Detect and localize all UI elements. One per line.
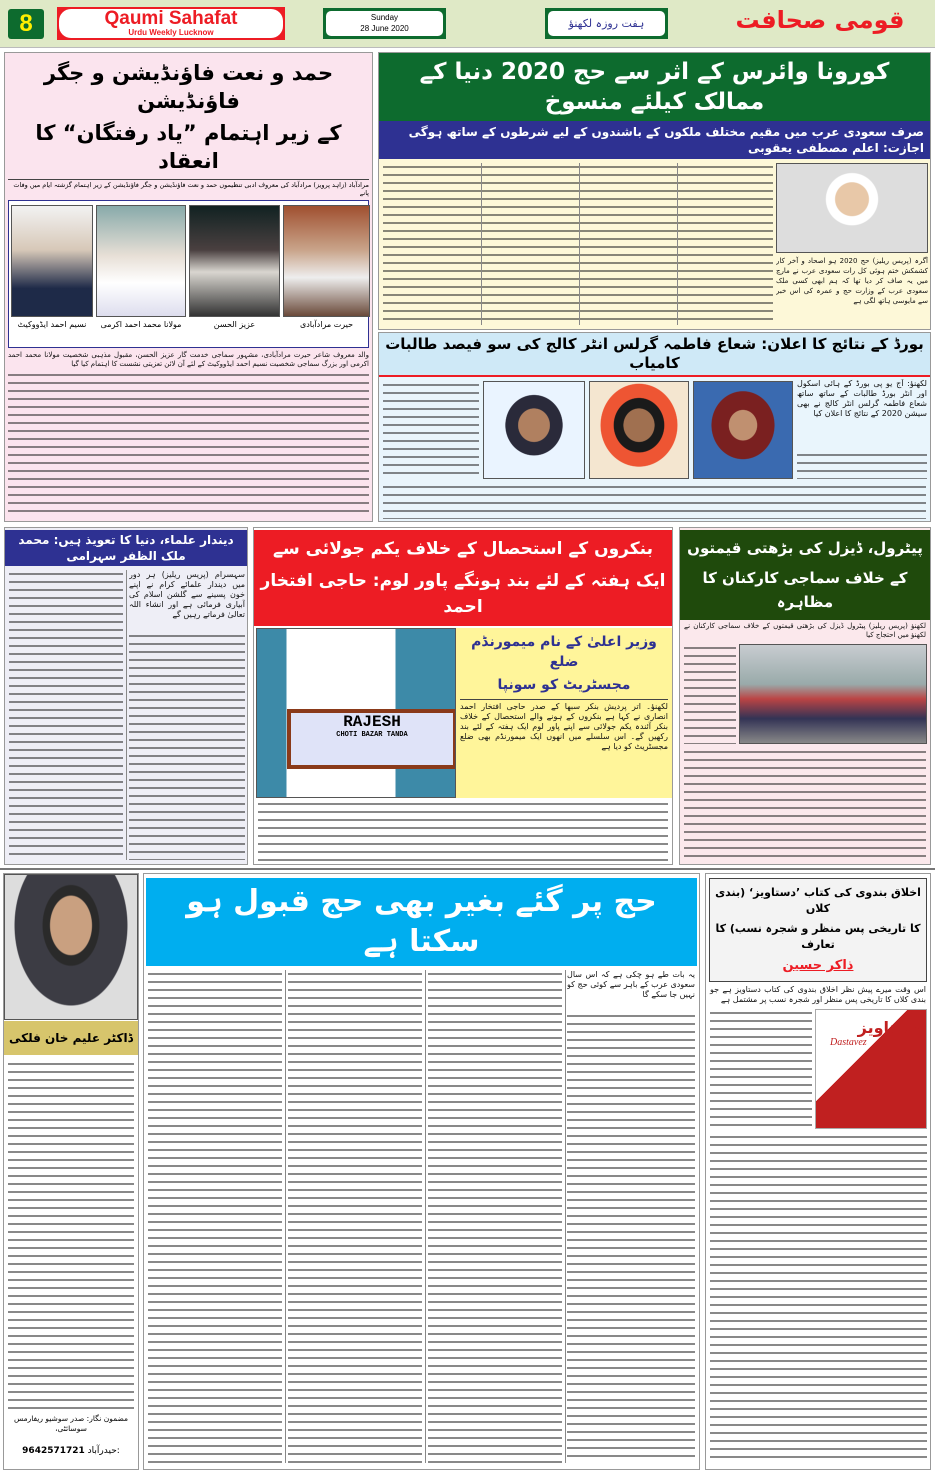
- author-column: [3, 873, 139, 1470]
- headline-line-2: ایک ہفتہ کے لئے بند ہونگے پاور لوم: حاجی افتخار احمد: [260, 571, 666, 617]
- masthead-urdu: قومی صحافت: [735, 6, 905, 34]
- headline: کورونا وائرس کے اثر سے حج 2020 دنیا کے ممالک کیلئے منسوخ: [379, 53, 930, 121]
- subheadline: صرف سعودی عرب میں مقیم مختلف ملکوں کے باشندوں کے لیے شرطوں کے ساتھ ہوگی اجازت: اعلم مصطفی یعقوبی: [379, 121, 930, 159]
- headline: بورڈ کے نتائج کا اعلان: شعاع فاطمہ گرلس انٹر کالج کی سو فیصد طالبات کامیاب: [379, 333, 930, 377]
- page-number: 8: [8, 9, 44, 39]
- headline-line-1: بنکروں کے استحصال کے خلاف یکم جولائی سے: [273, 539, 653, 559]
- headline: حج پر گئے بغیر بھی حج قبول ہو سکتا ہے: [146, 878, 697, 966]
- day: Sunday: [370, 13, 399, 22]
- weekly-label: ہفت روزہ لکھنؤ: [548, 11, 665, 36]
- body-area: [379, 377, 930, 521]
- body-text: [258, 800, 668, 862]
- date-box: [323, 8, 446, 39]
- article-weavers: [253, 527, 673, 865]
- book-title-english: Dastavez: [830, 1037, 867, 1048]
- headline-box: [254, 530, 672, 626]
- photo-author-aleem-khan-falki: [4, 874, 138, 1020]
- photo-strip: [8, 200, 369, 348]
- body-lead: والد معروف شاعر حیرت مرادآبادی، مشہور سماجی خدمت گار عزیز الحسن، مقبول مذہبی شخصیت مولانا محمد احمد اکرمی اور بزرگ سماجی شخصیت نسیم احمد ایڈووکیٹ کے لئے آن لائن تعزیتی نشست کا اہتمام کیا گیا: [8, 351, 369, 368]
- body-area: [680, 642, 930, 864]
- book-cover-image: [815, 1009, 927, 1129]
- body-text: [428, 970, 562, 1463]
- article-hajj-cancelled: [378, 52, 931, 330]
- weekly-box: [545, 8, 668, 39]
- article-scholars: [4, 527, 248, 865]
- headline-box: [709, 878, 927, 982]
- body-text: [383, 483, 926, 519]
- photo-haji-iftikhar-speaking: [256, 628, 456, 798]
- box-title-line-2: مجسٹریٹ کو سونپا: [497, 677, 631, 693]
- photo-aziz-ul-hasan: [189, 205, 280, 317]
- body-area: [8, 369, 369, 517]
- author-name: ڈاکٹر علیم خان فلکی: [4, 1021, 138, 1055]
- podium-sign: RAJESH: [343, 713, 401, 731]
- headline-line-1: اخلاق بندوی کی کتاب ’دستاویز‘ (بندی کلاں: [715, 886, 921, 915]
- body-text: [8, 1060, 134, 1410]
- body-lead: اس وقت میرے پیش نظر اخلاق بندوی کی کتاب دستاویز ہے جو بندی کلاں کا تاریخی پس منظر اور شجرہ نسب پر مشتمل ہے: [710, 985, 926, 1004]
- body-text: [383, 163, 773, 325]
- headline-line-1: حمد و نعت فاؤنڈیشن و جگر فاؤنڈیشن: [43, 61, 334, 113]
- body-text: [9, 570, 123, 860]
- memorandum-box: [456, 628, 672, 798]
- headline-line-2: کا تاریخی پس منظر و شجرہ نسب) کا تعارف: [715, 922, 921, 951]
- body-text: [710, 1133, 927, 1463]
- body-area: [254, 798, 672, 864]
- title-box: [57, 7, 285, 40]
- body-text: [383, 381, 479, 479]
- divider: [0, 868, 935, 870]
- byline: مرادآباد (زاہد پرویز) مرادآباد کی معروف ادبی تنظیموں حمد و نعت فاؤنڈیشن و جگر فاؤنڈیشن کے زیر اہتمام گزشتہ ایام میں وفات پانے: [8, 179, 369, 197]
- body-area: [379, 159, 930, 329]
- body-text: [710, 1009, 812, 1129]
- caption: نسیم احمد ایڈووکیٹ: [17, 320, 87, 329]
- phone: 9642571721: [22, 1446, 85, 1456]
- photo-student-3: [693, 381, 793, 479]
- body-text: [148, 970, 282, 1463]
- paper-title: Qaumi Sahafat: [104, 8, 238, 29]
- photo-hairat-moradabadi: [283, 205, 370, 317]
- headline-box: [680, 530, 930, 620]
- body-area: [5, 566, 247, 864]
- city: حیدرآباد:: [87, 1446, 120, 1456]
- photo-naseem-ahmad: [11, 205, 93, 317]
- article-book-review: [705, 873, 931, 1470]
- body-text: [684, 644, 736, 744]
- article-board-results: [378, 332, 931, 522]
- photo-protest: [739, 644, 927, 744]
- podium: [287, 709, 456, 769]
- body-lead: لکھنؤ: آج یو پی بورڈ کے ہائی اسکول اور انٹر بورڈ طالبات کے ساتھ ساتھ شعاع فاطمہ گرلس انٹر کالج نے بھی سیشن 2020 کے نتائج کا اعلان کیا: [797, 379, 927, 418]
- headline-line-2: کے زیر اہتمام ”یاد رفتگان“ کا انعقاد: [35, 121, 342, 173]
- body-text: [567, 1012, 695, 1463]
- headline-line-1: پیٹرول، ڈیزل کی بڑھتی قیمتوں: [687, 539, 923, 557]
- article-hajj-opinion: [143, 873, 700, 1470]
- photo-mustafa-yaqubi: [776, 163, 928, 253]
- book-title-urdu: دستاویز: [857, 1018, 920, 1037]
- article-foundation: [4, 52, 373, 522]
- body-text: [797, 451, 927, 479]
- caption: مولانا محمد احمد اکرمی: [100, 320, 182, 329]
- author-note: مضمون نگار: صدر سوشیو ریفارمس سوسائٹی،: [14, 1414, 128, 1433]
- author-name: ذاکر حسین: [782, 958, 854, 973]
- paper-subtitle: Urdu Weekly Lucknow: [128, 28, 214, 37]
- body-lead: سہسرام (پریس ریلیز) ہر دور میں دیندار علمائے کرام نے اپنے خون پسینے سے گلشن اسلام کی آبیاری فرمائی ہے اور انشاء اللہ تعالیٰ فرماتے رہیں گے: [129, 570, 245, 619]
- masthead-bar: [0, 0, 935, 48]
- photo-student-1: [483, 381, 585, 479]
- article-petrol-protest: [679, 527, 931, 865]
- body-lead: لکھنؤ (پریس ریلیز) پیٹرول ڈیزل کی بڑھتی قیمتوں کے خلاف سماجی کارکنان نے لکھنؤ میں احتجاج کیا: [684, 622, 926, 639]
- body-area: [709, 1005, 927, 1465]
- headline: دیندار علماء، دنیا کا تعویذ ہیں: محمد ملک الظفر سہرامی: [5, 530, 247, 566]
- caption: عزیز الحسن: [213, 320, 256, 329]
- body-text: [129, 632, 245, 860]
- date: 28 June 2020: [360, 24, 409, 33]
- body-text: [8, 371, 369, 517]
- headline-line-2: کے خلاف سماجی کارکنان کا مظاہرہ: [702, 569, 908, 611]
- body-text: [684, 748, 926, 862]
- photo-student-2: [589, 381, 689, 479]
- body-lead: آگرہ (پریس ریلیز) حج 2020 ہو اصحاد و آخر کار کشمکش ختم ہوئی کل رات سعودی عرب نے مارچ میں یہ صاف کر دیا تھا کہ ہم ابھی کسی ملک سعودی عرب کے وزارت حج و عمرہ کی اس خبر سے مایوسی ہاتھ لگی ہے: [776, 257, 928, 305]
- podium-sign-sub: CHOTI BAZAR TANDA: [336, 731, 408, 739]
- body-text: [288, 970, 422, 1463]
- body-lead: لکھنؤ۔ اتر پردیش بنکر سبھا کے صدر حاجی افتخار احمد انصاری نے کہا ہے بنکروں کے ہونے والے استحصال کے خلاف بنکر آئندہ یکم جولائی سے اپنے پاور لوم ایک ہفتہ کے لئے بند رکھیں گے۔ اس سلسلے میں انھوں ایک میمورنڈم بھی ضلع مجسٹریٹ کو دیا ہے: [460, 699, 668, 794]
- box-title-line-1: وزیر اعلیٰ کے نام میمورنڈم ضلع: [471, 634, 657, 670]
- contact-line: [6, 1446, 136, 1456]
- caption: حیرت مرادآبادی: [299, 320, 354, 329]
- photo-maulana-akrami: [96, 205, 186, 317]
- body-lead: یہ بات طے ہو چکی ہے کہ اس سال سعودی عرب کے باہر سے کوئی حج کو نہیں جا سکے گا: [567, 970, 695, 999]
- body-area: [146, 966, 697, 1465]
